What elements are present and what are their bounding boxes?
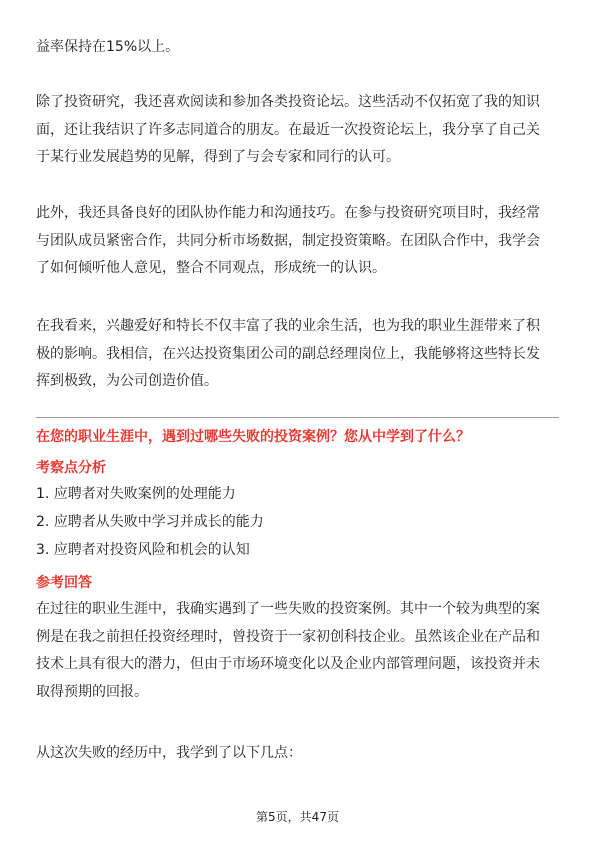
text-line: 了如何倾听他人意见，整合不同观点，形成统一的认识。 — [36, 260, 386, 276]
page-footer: 第5页，共47页 — [256, 810, 339, 824]
text-line: 益率保持在15%以上。 — [36, 39, 180, 55]
text-line: 在我看来，兴趣爱好和特长不仅丰富了我的业余生活，也为我的职业生涯带来了积 — [36, 318, 540, 334]
text-line: 从这次失败的经历中，我学到了以下几点： — [36, 745, 302, 761]
text-line: 与团队成员紧密合作，共同分析市场数据，制定投资策略。在团队合作中，我学会 — [36, 232, 540, 249]
paragraph-teamwork — [36, 200, 559, 283]
text-line: 面，还让我结识了许多志同道合的朋友。在最近一次投资论坛上，我分享了自己关 — [36, 121, 540, 138]
text-line: 极的影响。我相信，在兴达投资集团公司的副总经理岗位上，我能够将这些特长发 — [36, 345, 540, 362]
paragraph-conclusion — [36, 313, 559, 396]
text-line: 此外，我还具备良好的团队协作能力和沟通技巧。在参与投资研究项目时，我经常 — [36, 205, 540, 221]
analysis-heading: 考察点分析 — [36, 460, 106, 476]
answer-heading: 参考回答 — [36, 575, 92, 591]
text-line: 技术上具有很大的潜力，但由于市场环境变化以及企业内部管理问题，该投资并未 — [36, 656, 540, 672]
text-line: 取得预期的回报。 — [36, 683, 148, 700]
text-line: 挥到极致，为公司创造价值。 — [36, 373, 218, 389]
paragraph-intro-end — [36, 34, 559, 62]
analysis-item: 1. 应聘者对失败案例的处理能力 — [36, 486, 236, 502]
answer-paragraph — [36, 596, 559, 706]
question-title: 在您的职业生涯中，遇到过哪些失败的投资案例？您从中学到了什么？ — [36, 429, 470, 445]
answer-lessons-intro — [36, 740, 559, 768]
text-line: 除了投资研究，我还喜欢阅读和参加各类投资论坛。这些活动不仅拓宽了我的知识 — [36, 94, 540, 110]
text-line: 例是在我之前担任投资经理时，曾投资于一家初创科技企业。虽然该企业在产品和 — [36, 628, 540, 645]
paragraph-hobbies — [36, 89, 559, 172]
section-divider — [36, 417, 559, 418]
analysis-item: 3. 应聘者对投资风险和机会的认知 — [36, 542, 250, 558]
text-line: 在过往的职业生涯中，我确实遇到了一些失败的投资案例。其中一个较为典型的案 — [36, 601, 540, 617]
analysis-item: 2. 应聘者从失败中学习并成长的能力 — [36, 514, 264, 530]
text-line: 于某行业发展趋势的见解，得到了与会专家和同行的认可。 — [36, 149, 400, 165]
